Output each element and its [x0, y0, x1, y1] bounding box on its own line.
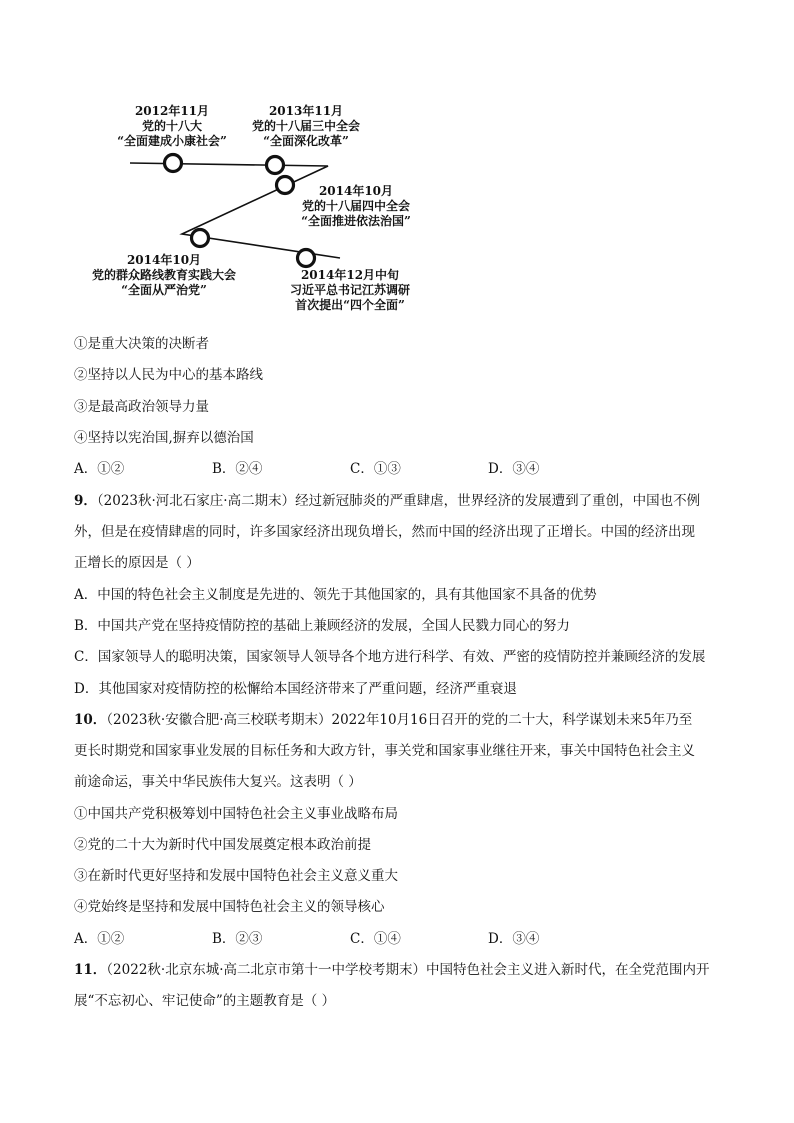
timeline-date: 2012年11月	[134, 104, 210, 118]
q9-number: 9．	[74, 493, 97, 509]
q8-option-a[interactable]: A．①②	[74, 461, 125, 477]
q10-option-c[interactable]: C．①④	[350, 931, 401, 947]
timeline-date: 2014年10月	[126, 253, 202, 267]
timeline-date: 2013年11月	[268, 104, 344, 118]
timeline-event: 党的十八届四中全会	[301, 199, 410, 213]
q10-statement-4: ④党始终是坚持和发展中国特色社会主义的领导核心	[74, 899, 385, 915]
q10-number: 10．	[74, 712, 107, 728]
q9-stem-line-3: 正增长的原因是（ ）	[74, 555, 200, 571]
timeline-label-3	[301, 184, 411, 229]
q10-statement-3: ③在新时代更好坚持和发展中国特色社会主义意义重大	[74, 868, 398, 884]
timeline-node-2	[267, 157, 284, 174]
q8-statement-4: ④坚持以宪治国,摒弃以德治国	[74, 430, 254, 446]
q8-option-c[interactable]: C．①③	[350, 461, 401, 477]
q8-statement-2: ②坚持以人民为中心的基本路线	[74, 367, 263, 383]
timeline-slogan: “全面建成小康社会”	[117, 134, 227, 148]
q9-option-c[interactable]: C．国家领导人的聪明决策，国家领导人领导各个地方进行科学、有效、严密的疫情防控并兼顾经济的发展	[74, 649, 706, 665]
timeline-event: 党的十八届三中全会	[251, 119, 361, 133]
q8-option-b[interactable]: B．②④	[212, 461, 263, 477]
q10-option-a[interactable]: A．①②	[74, 931, 125, 947]
timeline-event: 党的群众路线教育实践大会	[91, 268, 237, 282]
q11-stem-text: 中国特色社会主义进入新时代，在全党范围内开	[426, 962, 710, 978]
timeline-label-2	[252, 104, 360, 149]
q10-statement-1: ①中国共产党积极筹划中国特色社会主义事业战略布局	[74, 806, 398, 822]
timeline-date: 2014年12月中旬	[300, 268, 400, 282]
timeline-label-4	[92, 253, 236, 298]
q10-statement-2: ②党的二十大为新时代中国发展奠定根本政治前提	[74, 837, 371, 853]
timeline-node-1	[165, 155, 182, 172]
q8-statement-1: ①是重大决策的决断者	[74, 336, 209, 352]
timeline-event: 党的十八大	[141, 119, 202, 133]
timeline-slogan: “全面深化改革”	[263, 134, 349, 148]
q11-stem-line-2: 展“不忘初心、牢记使命”的主题教育是（ ）	[74, 993, 336, 1009]
q8-statement-3: ③是最高政治领导力量	[74, 399, 209, 415]
timeline-slogan: “全面推进依法治国”	[301, 214, 411, 228]
q9-stem-text: 经过新冠肺炎的严重肆虐，世界经济的发展遭到了重创，中国也不例	[295, 493, 701, 509]
q10-stem-text: 2022年10月16日召开的党的二十大，科学谋划未来5年乃至	[331, 712, 693, 728]
q9-source: （2023秋·河北石家庄·高二期末）	[96, 493, 296, 509]
q11-source: （2022秋·北京东城·高二北京市第十一中学校考期末）	[106, 962, 426, 978]
q11-stem-line-1	[74, 958, 710, 978]
q10-stem-line-2: 更长时期党和国家事业发展的目标任务和大政方针，事关党和国家事业继往开来，事关中国特色社会主义	[74, 743, 695, 759]
timeline-slogan: “全面从严治党”	[121, 283, 207, 297]
q10-stem-line-3: 前途命运，事关中华民族伟大复兴。这表明（ ）	[74, 774, 362, 790]
timeline-node-4	[192, 230, 209, 247]
q9-stem-line-2: 外，但是在疫情肆虐的同时，许多国家经济出现负增长，然而中国的经济出现了正增长。中国的经济出现	[74, 524, 695, 540]
q10-stem-line-1	[74, 708, 692, 728]
q8-option-d[interactable]: D．③④	[488, 461, 540, 477]
timeline-node-3	[277, 177, 294, 194]
timeline-slogan: 首次提出“四个全面”	[295, 298, 405, 312]
q10-source: （2023秋·安徽合肥·高三校联考期末）	[106, 712, 332, 728]
timeline-label-5	[290, 268, 410, 313]
timeline-node-5	[298, 250, 315, 267]
q9-option-d[interactable]: D．其他国家对疫情防控的松懈给本国经济带来了严重问题，经济严重衰退	[74, 681, 517, 697]
q9-stem-line-1	[74, 489, 700, 509]
timeline-diagram	[70, 96, 450, 326]
timeline-date: 2014年10月	[318, 184, 394, 198]
q10-option-b[interactable]: B．②③	[212, 931, 263, 947]
q11-number: 11．	[74, 962, 107, 978]
timeline-event: 习近平总书记江苏调研	[289, 283, 411, 297]
q9-option-a[interactable]: A．中国的特色社会主义制度是先进的、领先于其他国家的，具有其他国家不具备的优势	[74, 587, 597, 603]
timeline-label-1	[117, 104, 227, 149]
q10-option-d[interactable]: D．③④	[488, 931, 540, 947]
q9-option-b[interactable]: B．中国共产党在坚持疫情防控的基础上兼顾经济的发展，全国人民戮力同心的努力	[74, 618, 570, 634]
